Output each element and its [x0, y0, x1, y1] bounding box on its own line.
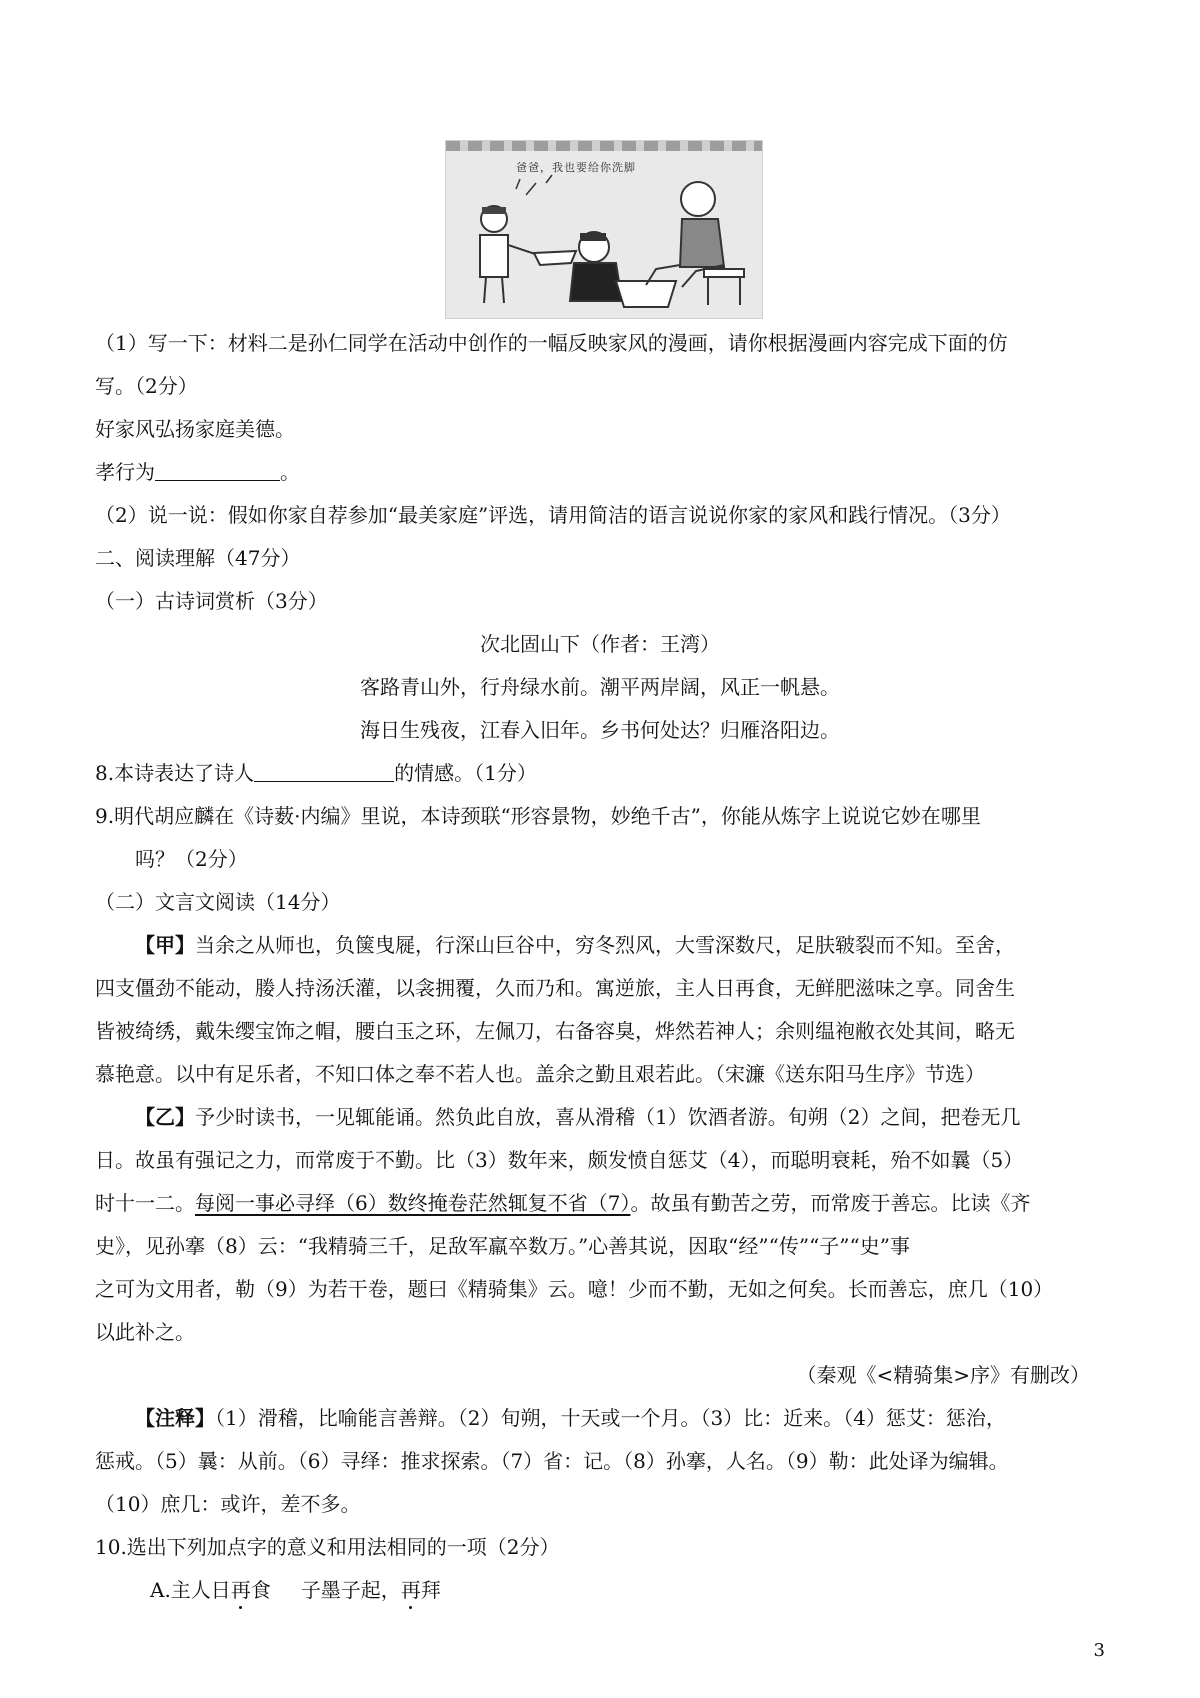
notes-line1 [135, 1405, 1006, 1431]
jia-text-1: 当余之从师也，负箧曳屣，行深山巨谷中，穷冬烈风，大雪深数尺，足肤皲裂而不知。至舍， [195, 933, 1015, 957]
yi-line6: 以此补之。 [95, 1320, 195, 1344]
yi-underlined-sentence: 每阅一事必寻绎（6）数终掩卷茫然辄复不省（7） [195, 1191, 631, 1215]
q10-text: 10.选出下列加点字的意义和用法相同的一项（2分） [95, 1535, 560, 1559]
q2-text: （2）说一说：假如你家自荐参加“最美家庭”评选，请用简洁的语言说说你家的家风和践行情况。（3分） [95, 503, 1011, 527]
q1-fill [95, 459, 300, 485]
section2-title: 二、阅读理解（47分） [95, 546, 301, 570]
jia-line1 [135, 932, 1015, 958]
poem-title: 次北固山下（作者：王湾） [480, 632, 720, 656]
notes-line3: （10）庶几：或许，差不多。 [95, 1492, 361, 1516]
yi-line3-a: 时十一二。 [95, 1191, 195, 1215]
notes-label: 【注释】 [135, 1406, 215, 1430]
q10-option-a[interactable] [150, 1577, 441, 1603]
q9-line1: 9.明代胡应麟在《诗薮·内编》里说，本诗颈联“形容景物，妙绝千古”，你能从炼字上说说它妙在哪里 [95, 804, 981, 828]
jia-label: 【甲】 [135, 933, 195, 957]
notes-text-1: （1）滑稽，比喻能言善辩。（2）旬朔，十天或一个月。（3）比：近来。（4）惩艾：惩治， [215, 1406, 1006, 1430]
q8-answer-blank[interactable] [254, 761, 394, 782]
poem-line-2: 海日生残夜，江春入旧年。乡书何处达？归雁洛阳边。 [360, 718, 840, 742]
yi-label: 【乙】 [135, 1105, 195, 1129]
page-number: 3 [1093, 1640, 1105, 1661]
q10-opt-a-4: 拜 [420, 1578, 441, 1602]
q10-opt-a-1: A.主人日 [150, 1578, 231, 1602]
family-comic-image [445, 140, 763, 319]
q1-line1: （1）写一下：材料二是孙仁同学在活动中创作的一幅反映家风的漫画，请你根据漫画内容完成下面的仿 [95, 331, 1008, 355]
q9-line2: 吗？（2分） [135, 847, 248, 871]
jia-line2: 四支僵劲不能动，媵人持汤沃灌，以衾拥覆，久而乃和。寓逆旅，主人日再食，无鲜肥滋味之享。同舍生 [95, 976, 1015, 1000]
poem-line-1: 客路青山外，行舟绿水前。潮平两岸阔，风正一帆悬。 [360, 675, 840, 699]
q1-answer-blank[interactable] [155, 460, 280, 481]
yi-line4: 史》，见孙搴（8）云：“我精骑三千，足敌军羸卒数万。”心善其说，因取“经”“传”“子”“史”事 [95, 1234, 910, 1258]
yi-text-1: 予少时读书，一见辄能诵。然负此自放，喜从滑稽（1）饮酒者游。旬朔（2）之间，把卷无几 [195, 1105, 1021, 1129]
jia-line3: 皆被绮绣，戴朱缨宝饰之帽，腰白玉之环，左佩刀，右备容臭，烨然若神人；余则缊袍敝衣处其间，略无 [95, 1019, 1015, 1043]
yi-line5: 之可为文用者，勒（9）为若干卷，题曰《精骑集》云。噫！少而不勤，无如之何矣。长而善忘，庶几（10） [95, 1277, 1054, 1301]
q8-prefix: 8.本诗表达了诗人 [95, 761, 255, 785]
q1-fill-suffix: 。 [280, 460, 300, 484]
comic-drawing [446, 141, 762, 318]
q10-opt-a-dotted-1: 再 [230, 1578, 251, 1602]
part2-title: （二）文言文阅读（14分） [95, 890, 341, 914]
jia-line4: 慕艳意。以中有足乐者，不知口体之奉不若人也。盖余之勤且艰若此。（宋濂《送东阳马生序》节选） [95, 1062, 985, 1086]
q10-opt-a-2: 食 [250, 1578, 271, 1602]
notes-line2: 惩戒。（5）曩：从前。（6）寻绎：推求探索。（7）省：记。（8）孙搴，人名。（9）勒：此处译为编辑。 [95, 1449, 1009, 1473]
yi-line3-b: 。故虽有勤苦之劳，而常废于善忘。比读《齐 [630, 1191, 1031, 1215]
yi-line2: 日。故虽有强记之力，而常废于不勤。比（3）数年来，颇发愤自惩艾（4），而聪明衰耗，殆不如曩（5） [95, 1148, 1024, 1172]
yi-line3 [95, 1190, 1030, 1216]
q1-fill-prefix: 孝行为 [95, 460, 155, 484]
comic-caption: 爸爸，我也要给你洗脚 [516, 161, 636, 174]
part1-title: （一）古诗词赏析（3分） [95, 589, 328, 613]
yi-line1 [135, 1104, 1020, 1130]
q1-example: 好家风弘扬家庭美德。 [95, 417, 295, 441]
q8-suffix: 的情感。（1分） [394, 761, 537, 785]
q10-opt-a-dotted-2: 再 [400, 1578, 421, 1602]
q10-opt-a-3: 子墨子起， [300, 1578, 401, 1602]
yi-source: （秦观《<精骑集>序》有删改） [796, 1363, 1090, 1387]
q1-line2: 写。（2分） [95, 374, 198, 398]
q8 [95, 760, 537, 786]
